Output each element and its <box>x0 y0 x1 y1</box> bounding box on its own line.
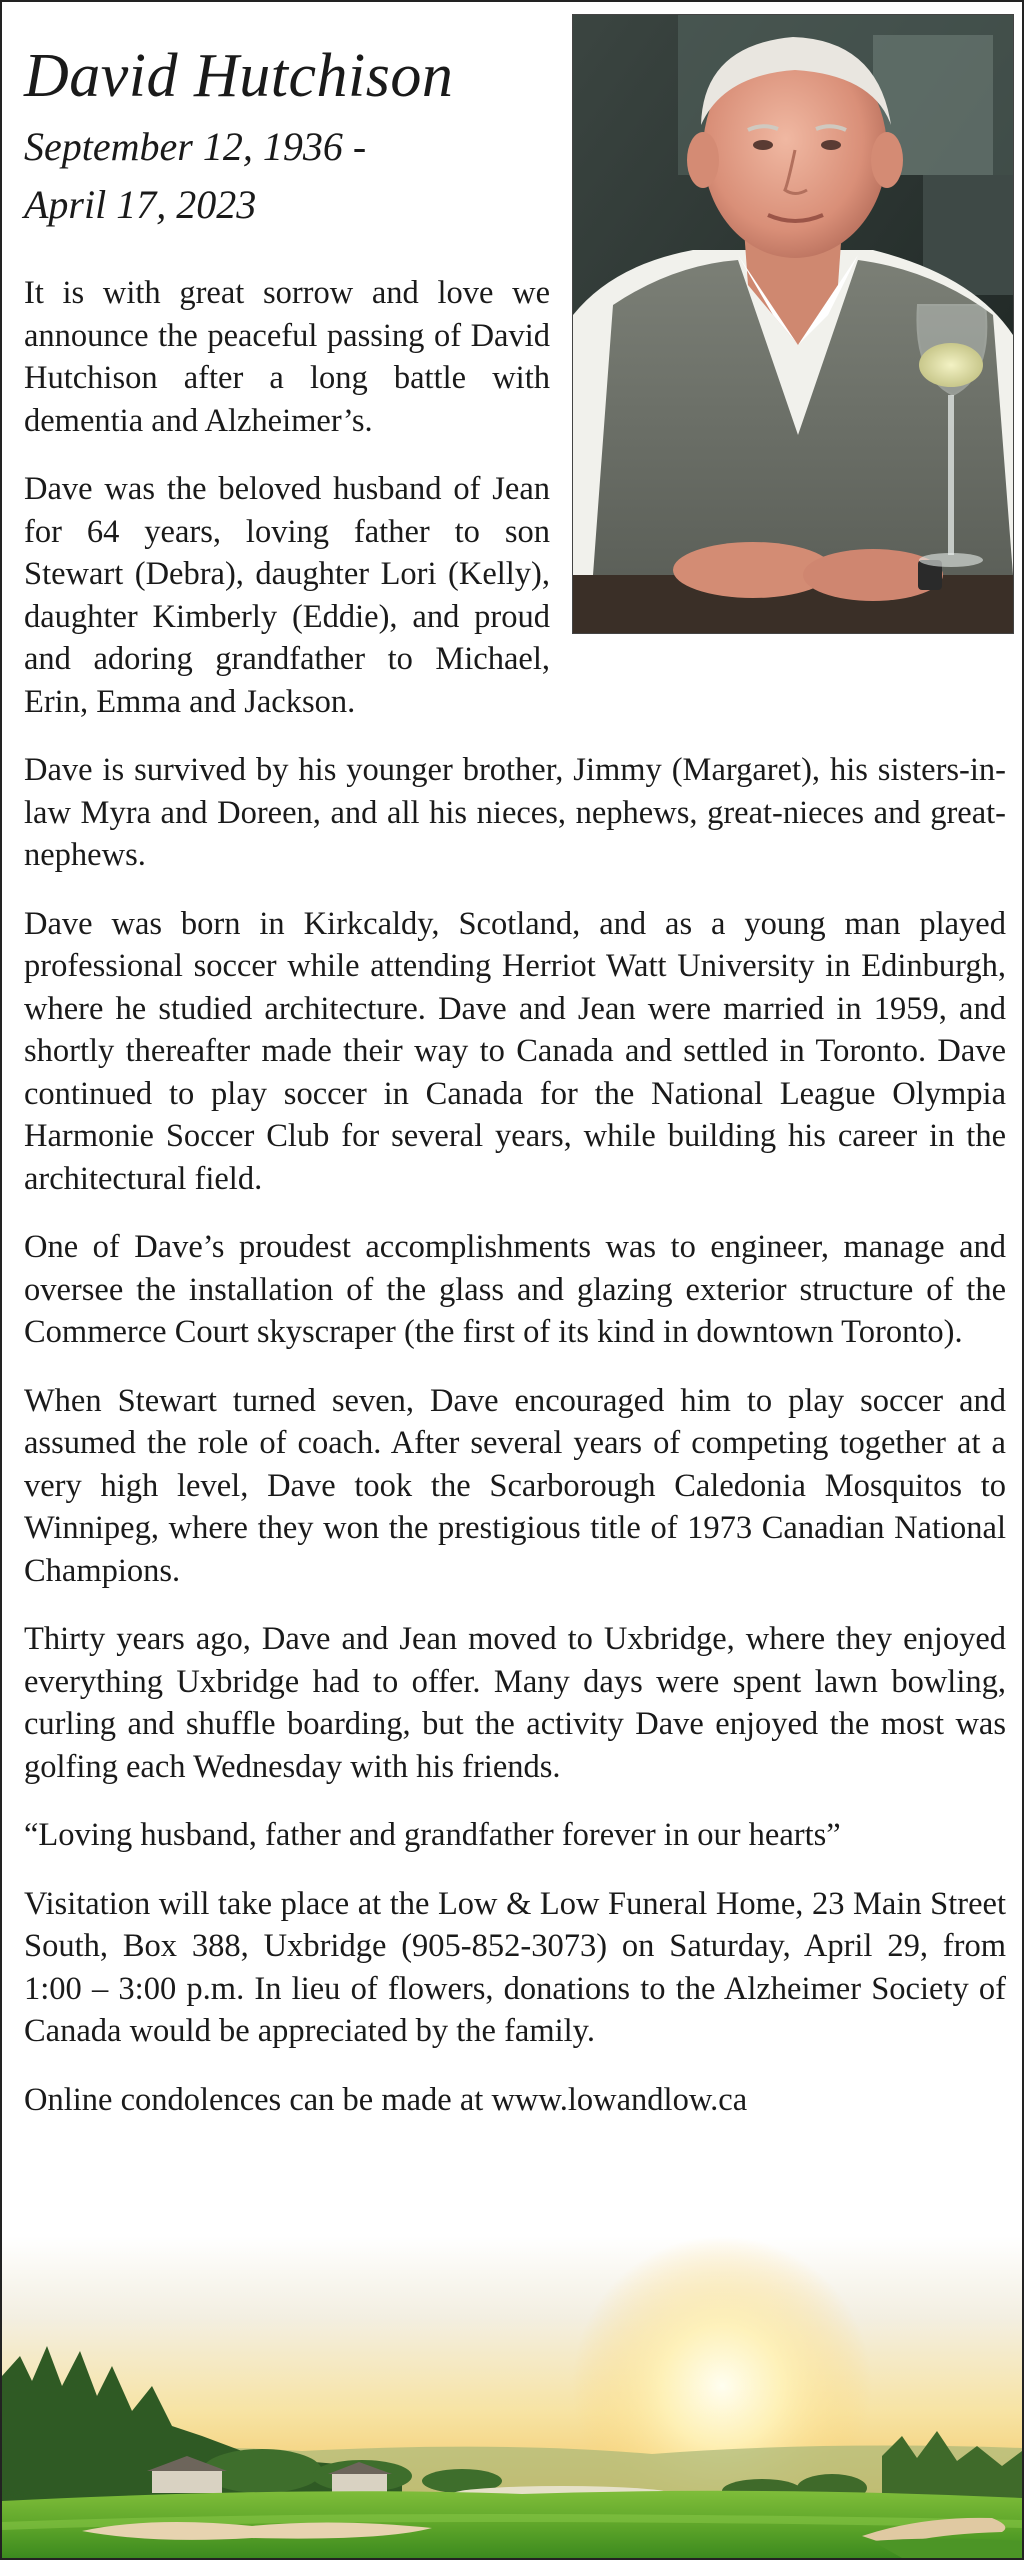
paragraph-announcement: It is with great sorrow and love we announce the peaceful passing of David Hutchison after a long battle with dementia and Alzheimer’s. <box>24 275 550 439</box>
paragraph-visitation: Visitation will take place at the Low & Low Funeral Home, 23 Main Street South, Box 388, Uxbridge (905-852-3073) on Saturday, April 29, from 1:00 – 3:00 p.m. In lieu of flowers, donations to the Alzheimer Society of Canada would be appreciated by the family. <box>24 1885 1006 2050</box>
obituary-content <box>24 14 1006 2147</box>
golf-course-illustration <box>2 2236 1022 2558</box>
paragraph-family: Dave was the beloved husband of Jean for 64 years, loving father to son Stewart (Debra), daughter Lori (Kelly), daughter Kimberly (Eddie), and proud and adoring grandfather to Michael, Erin, Emma and Jackson. <box>24 471 550 720</box>
memorial-quote: “Loving husband, father and grandfather forever in our hearts” <box>24 1817 841 1854</box>
portrait-illustration <box>573 15 1013 633</box>
birth-date-line: September 12, 1936 - <box>24 124 367 170</box>
paragraph-coaching: When Stewart turned seven, Dave encouraged him to play soccer and assumed the role of coach. After several years of competing together at a very high level, Dave took the Scarborough Caledonia Mosquitos to Winnipeg, where they won the prestigious title of 1973 Canadian National Champions. <box>24 1382 1006 1589</box>
death-date-line: April 17, 2023 <box>24 182 257 228</box>
deceased-name: David Hutchison <box>24 42 454 110</box>
portrait-photo <box>572 14 1014 634</box>
paragraph-accomplishment: One of Dave’s proudest accomplishments was to engineer, manage and oversee the installation of the glass and glazing exterior structure of the Commerce Court skyscraper (the first of its kind in downtown Toronto). <box>24 1229 1006 1351</box>
paragraph-survived-by: Dave is survived by his younger brother, Jimmy (Margaret), his sisters-in-law Myra and Doreen, and all his nieces, nephews, great-nieces and great- nephews. <box>24 752 1006 874</box>
paragraph-condolences: Online condolences can be made at www.lowandlow.ca <box>24 2081 748 2118</box>
paragraph-early-life: Dave was born in Kirkcaldy, Scotland, and as a young man played professional soccer while attending Herriot Watt University in Edinburgh, where he studied architecture. Dave and Jean were married in 1959, and shortly thereafter made their way to Canada and settled in Toronto. Dave continued to play soccer in Canada for the National League Olympia Harmonie Soccer Club for several years, while building his career in the architectural field. <box>24 905 1006 1197</box>
golf-course-footer-image <box>2 2236 1022 2558</box>
paragraph-uxbridge: Thirty years ago, Dave and Jean moved to Uxbridge, where they enjoyed everything Uxbridge had to offer. Many days were spent lawn bowling, curling and shuffle boarding, but the activity Dave enjoyed the most was golfing each Wednesday with his friends. <box>24 1621 1006 1785</box>
